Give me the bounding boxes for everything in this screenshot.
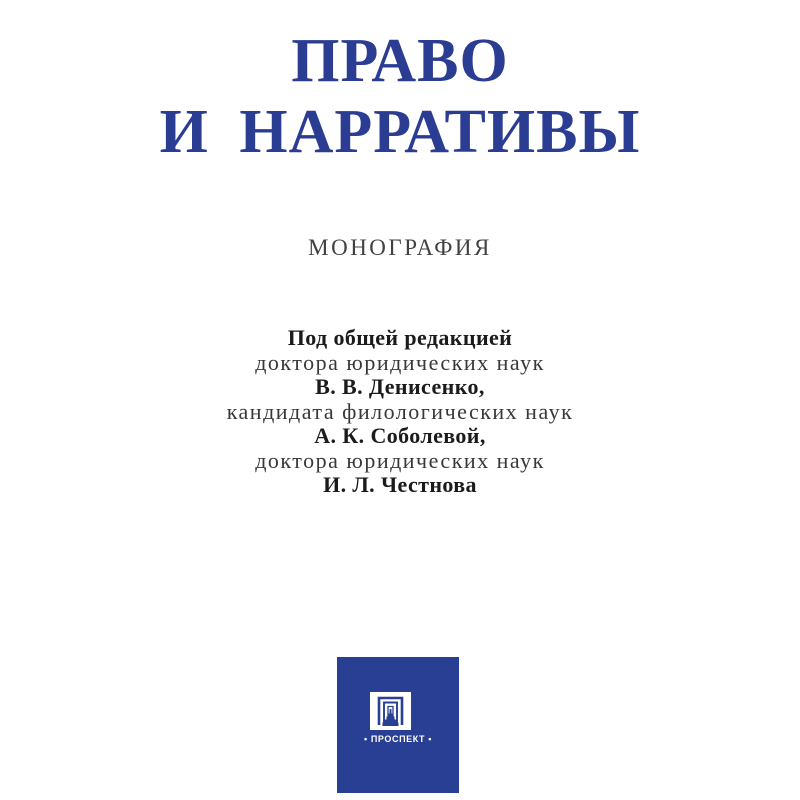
- book-title: [0, 26, 800, 168]
- book-subtitle: МОНОГРАФИЯ: [308, 235, 492, 260]
- publisher-logo-block: [337, 657, 459, 793]
- editors-block: [0, 326, 800, 498]
- publisher-name: • ПРОСПЕКТ •: [363, 734, 433, 744]
- editors-heading: Под общей редакцией: [287, 325, 513, 350]
- editor-name: И. Л. Честнова: [323, 472, 477, 497]
- prospekt-logo-icon: [370, 692, 411, 730]
- editor-credential: доктора юридических наук: [255, 349, 545, 375]
- editor-name: В. В. Денисенко,: [315, 374, 485, 399]
- book-title-line1: ПРАВО: [291, 27, 509, 95]
- book-title-line2: И НАРРАТИВЫ: [159, 98, 641, 166]
- editor-name: А. К. Соболевой,: [314, 423, 486, 448]
- editor-credential: кандидата филологических наук: [226, 398, 574, 424]
- editor-credential: доктора юридических наук: [255, 447, 545, 473]
